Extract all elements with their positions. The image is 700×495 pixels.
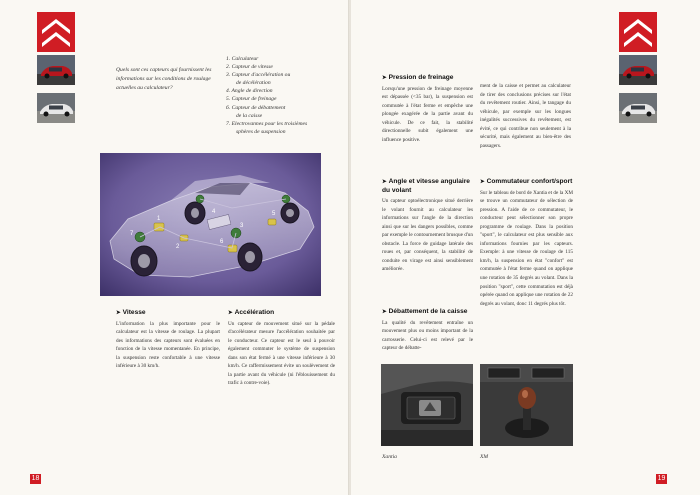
svg-text:4: 4 bbox=[212, 209, 216, 215]
svg-text:5: 5 bbox=[272, 211, 276, 217]
legend-item: 4. Angle de direction bbox=[226, 88, 273, 95]
section-acceleration bbox=[228, 309, 335, 388]
xm-thumbnail bbox=[619, 93, 657, 123]
sensor-legend bbox=[226, 55, 341, 136]
section-text: La qualité du revêtement entraîne un mouvement plus ou moins important de la carrosserie. Celui-ci est relevé par le capteur de débatte- bbox=[382, 319, 473, 352]
legend-item: 7. Electrovannes pour les troisièmes bbox=[226, 120, 308, 127]
section-text: ment de la caisse et permet au calculateur de tirer des conclusions précises sur l'état du revêtement routier. Ainsi, le tangage du véhicule, par exemple sur les longues inégalités successives du revêtement, est évité, ce qui contribue non seulement à la sécurité, mais également au bien-être des passagers. bbox=[480, 83, 571, 149]
xantia-thumbnail bbox=[37, 55, 75, 85]
legend-item: 6. Capteur de débattement bbox=[226, 104, 286, 111]
bullet-arrow-icon: ➤ bbox=[480, 179, 485, 185]
page-number: 19 bbox=[657, 475, 666, 482]
svg-text:2: 2 bbox=[176, 244, 180, 250]
sensor-question: Quels sont ces capteurs qui fournissent les informations sur les conditions de roulage actuelles au calculateur? bbox=[116, 67, 212, 91]
section-commutateur bbox=[480, 178, 573, 308]
caption-xm: XM bbox=[480, 454, 489, 460]
bullet-arrow-icon: ➤ bbox=[382, 309, 387, 315]
section-title: ➤ Accélération bbox=[228, 309, 275, 316]
bullet-arrow-icon: ➤ bbox=[382, 75, 387, 81]
xm-thumbnail bbox=[37, 93, 75, 123]
legend-item: de décélération bbox=[236, 80, 271, 87]
citroen-chevron-logo bbox=[37, 12, 75, 52]
xm-gearshift-photo bbox=[480, 364, 573, 446]
section-title: ➤ Angle et vitesse angulaire du volant bbox=[382, 178, 470, 194]
svg-text:1: 1 bbox=[157, 216, 161, 222]
bullet-arrow-icon: ➤ bbox=[382, 179, 387, 185]
citroen-chevron-logo bbox=[619, 12, 657, 52]
section-text: Un capteur optoélectronique situé derrière le volant fournit au calculateur les informations sur l'angle de la direction ainsi que sur les dangers possibles, comme par exemple le contournement brusque d'un obstacle. La force de guidage latérale des roues et, par conséquent, la stabilité de conduite en virage est ainsi sensiblement améliorée. bbox=[382, 198, 473, 273]
svg-text:7: 7 bbox=[130, 231, 134, 237]
section-text: Un capteur de mouvement situé sur la pédale d'accélérateur mesure l'accélération souhaitée par le conducteur. Ce capteur est le seul à pouvoir également commuter le système de suspension dans son état fermé à une vitesse inférieure à 30 km/h. Ce raffermissement évite un soulèvement de la partie avant du véhicule (ni l'éblouissement du trafic à contre-voie). bbox=[228, 320, 335, 387]
section-debattement bbox=[382, 308, 473, 353]
svg-text:3: 3 bbox=[240, 223, 244, 229]
page-number: 18 bbox=[31, 475, 40, 482]
xantia-switch-photo bbox=[381, 364, 473, 446]
bullet-arrow-icon: ➤ bbox=[228, 310, 233, 316]
section-text: Sur le tableau de bord de Xantia et de la XM se trouve un commutateur de sélection de pression. A l'aide de ce commutateur, le conducteur peut sélectionner son propre programme de roulage. Dans la position "sport", le calculateur est plus sensible aux informations fournies par les capteurs. Exemple: à une vitesse de roulage de 115 km/h, la suspension en état "confort" est commutée à l'état ferme quand on applique une rotation de 35 degrés au volant. Dans la position "sport", cette commutation est déjà opérée quand on applique une rotation de 22 degrés au volant, donc 11 degrés plus tôt. bbox=[480, 189, 573, 307]
section-text: L'information la plus importante pour le calculateur est la vitesse de roulage. La plupart des informations des capteurs sont évaluées en fonction de la vitesse momentanée. En principe, la suspension reste confortable à une vitesse inférieure à 30 km/h. bbox=[116, 320, 220, 370]
caption-xantia: Xantia bbox=[382, 454, 397, 460]
legend-item: 5. Capteur de freinage bbox=[226, 96, 277, 103]
section-title: ➤ Pression de freinage bbox=[382, 74, 454, 81]
phantom-car-illustration bbox=[100, 153, 321, 296]
svg-text:6: 6 bbox=[220, 239, 224, 245]
section-title: ➤ Vitesse bbox=[116, 309, 146, 316]
section-angle-volant bbox=[382, 178, 473, 274]
section-vitesse bbox=[116, 309, 220, 371]
legend-item: 3. Capteur d'accélération ou bbox=[226, 72, 291, 79]
xantia-thumbnail bbox=[619, 55, 657, 85]
legend-item: de la caisse bbox=[236, 112, 263, 119]
section-debattement-continued bbox=[480, 82, 571, 150]
legend-item: 2. Capteur de vitesse bbox=[226, 64, 273, 71]
section-pression-freinage bbox=[382, 74, 473, 144]
bullet-arrow-icon: ➤ bbox=[116, 310, 121, 316]
legend-item: sphères de suspension bbox=[236, 128, 286, 135]
section-title: ➤ Débattement de la caisse bbox=[382, 308, 468, 315]
legend-item: 1. Calculateur bbox=[226, 56, 259, 62]
right-page bbox=[351, 0, 700, 495]
left-page bbox=[0, 0, 349, 495]
section-text: Lorsqu'une pression de freinage moyenne est dépassée (<35 bar), la suspension est commutée à l'état ferme et empêche une plongée exagérée de la partie avant du véhicule. De ce fait, la stabilité directionnelle subit également une influence positive. bbox=[382, 85, 473, 143]
section-title: ➤ Commutateur confort/sport bbox=[480, 178, 573, 185]
